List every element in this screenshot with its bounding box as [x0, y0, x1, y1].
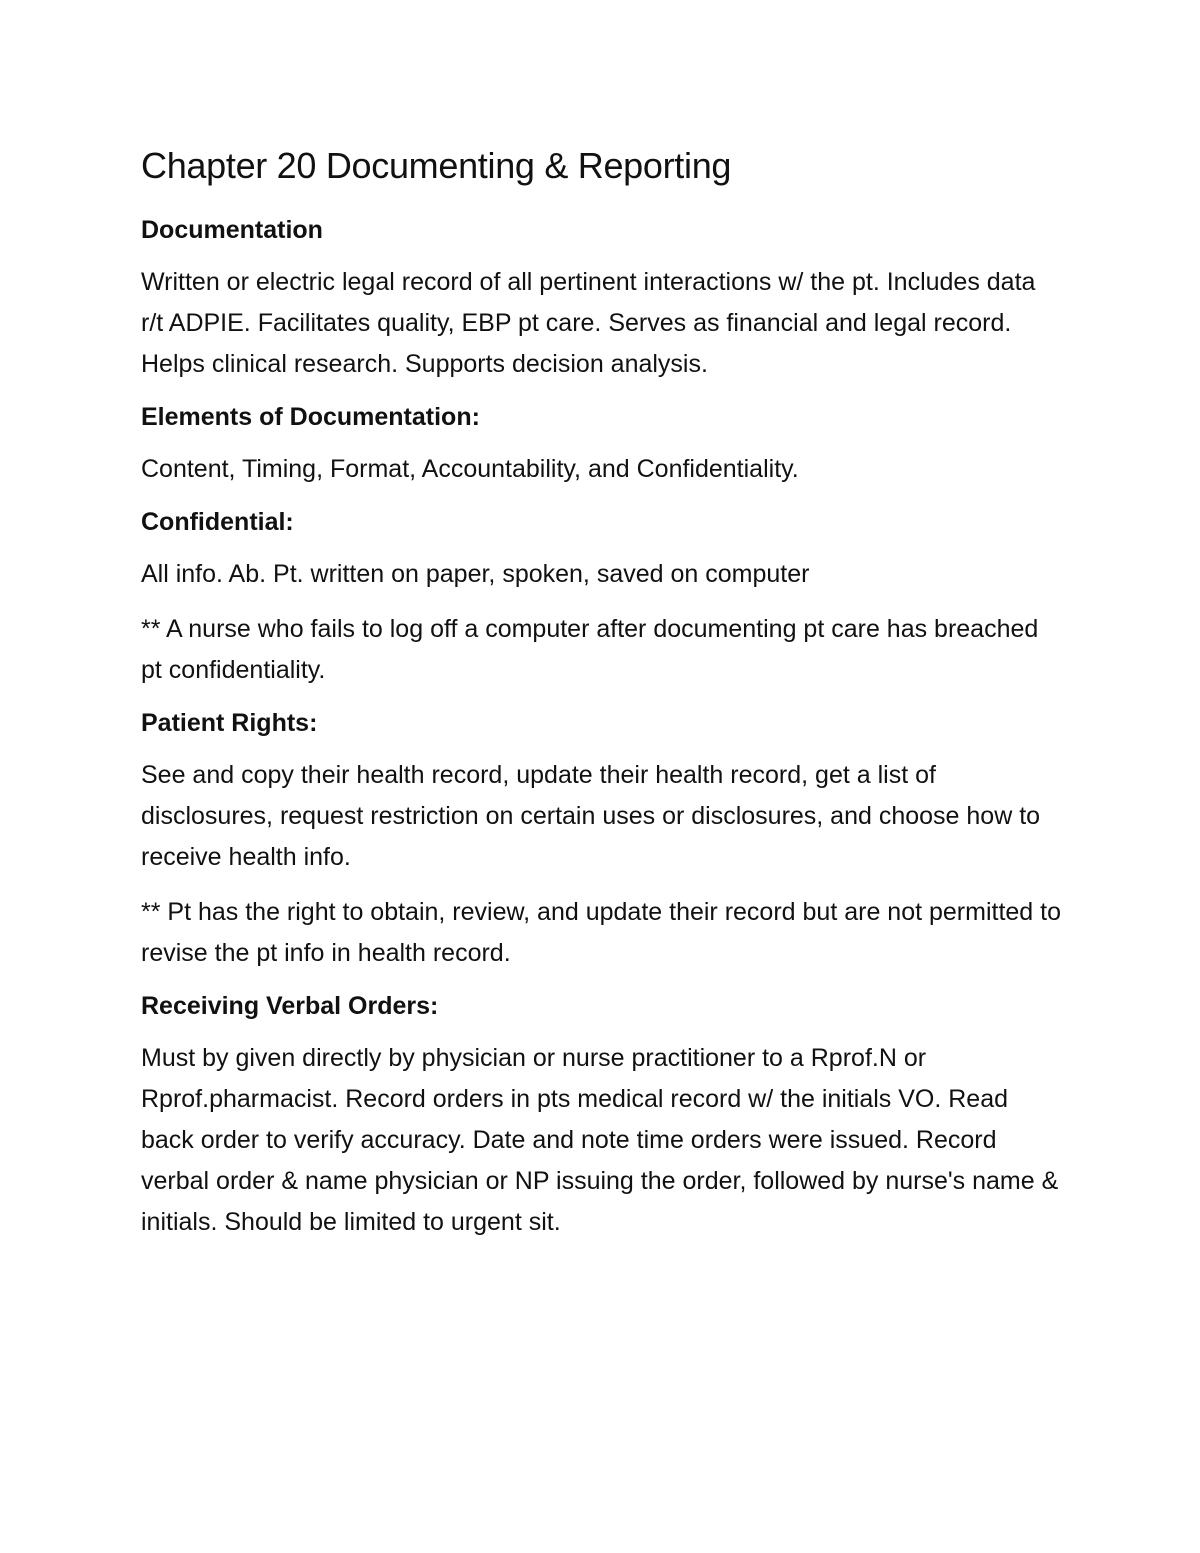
- section-paragraph: Must by given directly by physician or nurse practitioner to a Rprof.N or Rprof.pharmacist. Record orders in pts medical record w/ the initials VO. Read back order to verify accuracy. Date and note time orders were issued. Record verbal order & name physician or NP issuing the order, followed by nurse's name & initials. Should be limited to urgent sit.: [141, 1044, 1059, 1236]
- section-note: ** Pt has the right to obtain, review, and update their record but are not permitted to revise the pt info in health record.: [141, 898, 1061, 967]
- section-heading: Receiving Verbal Orders:: [141, 992, 439, 1020]
- section-heading: Confidential:: [141, 508, 294, 536]
- section-heading: Patient Rights:: [141, 709, 318, 737]
- section-paragraph: Written or electric legal record of all pertinent interactions w/ the pt. Includes data r/t ADPIE. Facilitates quality, EBP pt care. Serves as financial and legal record. Helps clinical research. Supports decision analysis.: [141, 268, 1036, 378]
- section-elements-of-documentation: [141, 399, 1061, 490]
- section-paragraph: See and copy their health record, update their health record, get a list of disclosures, request restriction on certain uses or disclosures, and choose how to receive health info.: [141, 761, 1041, 871]
- section-documentation: [141, 212, 1061, 385]
- section-heading: Elements of Documentation:: [141, 403, 480, 431]
- section-paragraph: All info. Ab. Pt. written on paper, spoken, saved on computer: [141, 560, 810, 588]
- section-note: ** A nurse who fails to log off a computer after documenting pt care has breached pt confidentiality.: [141, 615, 1039, 684]
- section-confidential: [141, 504, 1061, 691]
- section-patient-rights: [141, 705, 1061, 974]
- section-receiving-verbal-orders: [141, 988, 1061, 1243]
- document-title: Chapter 20 Documenting & Reporting: [141, 145, 732, 186]
- section-paragraph: Content, Timing, Format, Accountability, and Confidentiality.: [141, 455, 799, 483]
- document-page: [141, 140, 1061, 1257]
- section-heading: Documentation: [141, 216, 323, 244]
